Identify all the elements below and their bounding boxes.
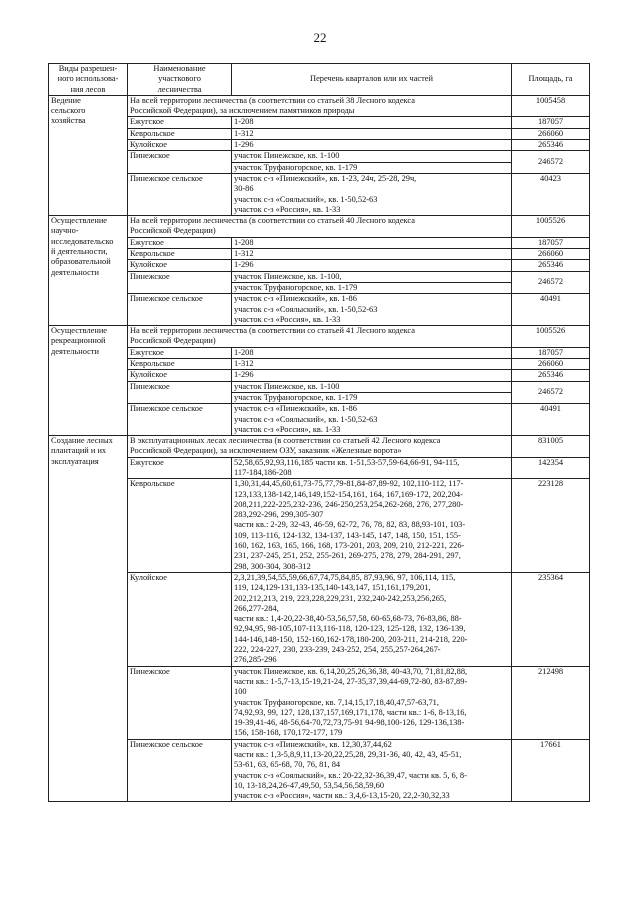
table-row <box>49 359 590 370</box>
table-row <box>49 404 590 436</box>
table-row <box>49 249 590 260</box>
area-cell: 246572 <box>512 151 590 174</box>
section-whole-row <box>49 436 590 458</box>
quarters-cell <box>232 271 512 294</box>
forestry-name-cell: Пинежское <box>128 666 232 739</box>
quarters-cell: 1-312 <box>232 128 512 139</box>
quarters-cell: участок с-з «Пинежский», кв. 1-86 участок с-з «Соялыский», кв. 1-50,52-63 участок с-з «Россия», кв. 1-33 <box>232 404 512 436</box>
table-row <box>49 128 590 139</box>
quarters-cell: 1-208 <box>232 237 512 248</box>
quarters-line: участок Пинежское, кв. 1-100 <box>234 381 340 391</box>
quarters-cell: участок с-з «Пинежский», кв. 1-23, 24ч, 25-28, 29ч, 30-86 участок с-з «Соялыский», кв. 1-50,52-63 участок с-з «Россия», кв. 1-33 <box>232 173 512 215</box>
forestry-name-cell: Пинежское <box>128 151 232 174</box>
forestry-name-cell: Ежугское <box>128 237 232 248</box>
table-row <box>49 457 590 479</box>
forestry-name-cell: Ежугское <box>128 457 232 479</box>
section-whole-row <box>49 95 590 117</box>
forestry-name-cell: Ежугское <box>128 117 232 128</box>
table-row <box>49 479 590 573</box>
area-cell: 40491 <box>512 404 590 436</box>
forestry-name-cell: Кеврольское <box>128 359 232 370</box>
quarters-line: участок Труфаногорское, кв. 1-179 <box>232 162 511 173</box>
area-cell: 223128 <box>512 479 590 573</box>
forestry-name-cell: Кеврольское <box>128 479 232 573</box>
table-row <box>49 260 590 271</box>
forestry-name-cell: Кеврольское <box>128 249 232 260</box>
quarters-line: участок Пинежское, кв. 1-100 <box>234 151 340 161</box>
whole-area-cell: 1005526 <box>512 216 590 238</box>
quarters-cell: 1-296 <box>232 370 512 381</box>
table-row <box>49 151 590 174</box>
whole-forestry-cell: На всей территории лесничества (в соответствии со статьей 38 Лесного кодекса Российской Федерации), за исключением памятников природы <box>128 95 512 117</box>
quarters-line: участок Труфаногорское, кв. 1-179 <box>232 282 511 293</box>
quarters-cell: участок Пинежское, кв. 6,14,20,25,26,36,38, 40-43,70, 71,81,82,88, части кв.: 1-5,7-13,15-19,21-24, 27-35,37,39,44-69,72-80, 83-87,89- 100 участок Труфаногорское, кв. 7,14,15,17,18,40,47,57-63,71, 74,92,93, 99, 127, 128,137,157,169,171,178, части кв.: 1-6, 8-13,16, 19-39,41-46, 48-56,64-70,72,73,75-91 94-98,100-126, 129-136,138- 156, 158-168, 170,172-177, 179 <box>232 666 512 739</box>
forestry-name-cell: Ежугское <box>128 347 232 358</box>
area-cell: 17661 <box>512 739 590 802</box>
table-row <box>49 140 590 151</box>
area-cell: 266060 <box>512 128 590 139</box>
forestry-name-cell: Кулойское <box>128 140 232 151</box>
table-row <box>49 237 590 248</box>
quarters-cell: 1-208 <box>232 117 512 128</box>
area-cell: 187057 <box>512 237 590 248</box>
table-row <box>49 347 590 358</box>
area-cell: 265346 <box>512 140 590 151</box>
whole-area-cell: 1005526 <box>512 326 590 348</box>
quarters-line: участок Пинежское, кв. 1-100, <box>234 271 342 281</box>
table-row <box>49 117 590 128</box>
page-number: 22 <box>313 30 327 45</box>
table-row <box>49 666 590 739</box>
header-area: Площадь, га <box>512 64 590 96</box>
forestry-name-cell: Пинежское сельское <box>128 173 232 215</box>
section-whole-row <box>49 326 590 348</box>
table-row <box>49 739 590 802</box>
area-cell: 235364 <box>512 572 590 666</box>
area-cell: 187057 <box>512 347 590 358</box>
forestry-name-cell: Пинежское сельское <box>128 739 232 802</box>
quarters-cell: 1-312 <box>232 249 512 260</box>
area-cell: 265346 <box>512 260 590 271</box>
whole-forestry-cell: В эксплуатационных лесах лесничества (в соответствии со статьей 42 Лесного кодекса Российской Федерации), за исключением ОЗУ, заказник «Железные ворота» <box>128 436 512 458</box>
forestry-name-cell: Пинежское сельское <box>128 404 232 436</box>
quarters-cell: 1,30,31,44,45,60,61,73-75,77,79-81,84-87,89-92, 102,110-112, 117- 123,133,138-142,146,149,152-154,161, 164, 167,169-172, 202,204- 208,211,222-225,232-236, 246-250,253,254,262-268, 276, 277,280- 283,292-296, 299,305-307 части кв.: 2-29, 32-43, 46-59, 62-72, 76, 78, 82, 83, 88,93-101, 103- 109, 113-116, 124-132, 134-137, 143-145, 147, 148, 150, 151, 155- 160, 162, 163, 165, 166, 168, 173-201, 203, 209, 210, 212-221, 226- 231, 237-245, 251, 252, 255-261, 269-275, 278, 279, 284-291, 297, 298, 300-304, 308-312 <box>232 479 512 573</box>
quarters-cell: 2,3,21,39,54,55,59,66,67,74,75,84,85, 87,93,96, 97, 106,114, 115, 119, 124,129-131,133-135,140-143,147, 151,161,179,201, 202,212,213, 219, 223,228,229,231, 232,240-242,253,256,265, 266,277-284, части кв.: 1,4-20,22-38,40-53,56,57,58, 60-65,68-73, 76-83,86, 88- 92,94,95, 98-105,107-113,116-118, 120-123, 125-128, 132, 136-139, 144-146,148-150, 152-160,162-178,180-200, 203-211, 214-218, 220- 222, 224-227, 230, 233-239, 243-252, 254, 255,257-264,267- 276,285-296 <box>232 572 512 666</box>
header-use-type: Виды разрешен- ного использова- ния лесов <box>49 64 128 96</box>
forestry-name-cell: Пинежское <box>128 381 232 404</box>
quarters-cell: 1-296 <box>232 140 512 151</box>
table-row <box>49 381 590 404</box>
quarters-cell <box>232 151 512 174</box>
header-forestry: Наименование участкового лесничества <box>128 64 232 96</box>
table-header-row <box>49 64 590 96</box>
section-whole-row <box>49 216 590 238</box>
forestry-name-cell: Кулойское <box>128 260 232 271</box>
header-quarters: Перечень кварталов или их частей <box>232 64 512 96</box>
quarters-cell: участок с-з «Пинежский», кв. 12,30,37,44,62 части кв.: 1,3-5,8,9,11,13-20,22,25,28, 29,31-36, 40, 42, 43, 45-51, 53-61, 63, 65-68, 70, 76, 81, 84 участок с-з «Соялыский», кв.: 20-22,32-36,39,47, части кв. 5, 6, 8- 10, 13-18,24,26-47,49,50, 53,54,56,58,59,60 участок с-з «Россия», части кв.: 3,4,6-13,15-20, 22,2-30,32,33 <box>232 739 512 802</box>
table-row <box>49 572 590 666</box>
table-row <box>49 173 590 215</box>
quarters-cell: 52,58,65,92,93,116,185 части кв. 1-51,53-57,59-64,66-91, 94-115, 117-184,186-208 <box>232 457 512 479</box>
use-type-cell: Осуществление рекреационной деятельности <box>49 326 128 436</box>
area-cell: 212498 <box>512 666 590 739</box>
quarters-line: участок Труфаногорское, кв. 1-179 <box>232 392 511 403</box>
table-row <box>49 370 590 381</box>
area-cell: 40423 <box>512 173 590 215</box>
area-cell: 142354 <box>512 457 590 479</box>
quarters-cell: 1-208 <box>232 347 512 358</box>
use-type-cell: Создание лесных плантаций и их эксплуатация <box>49 436 128 802</box>
whole-area-cell: 831005 <box>512 436 590 458</box>
forestry-name-cell: Кулойское <box>128 370 232 381</box>
forestry-name-cell: Пинежское <box>128 271 232 294</box>
table-body <box>49 95 590 802</box>
quarters-cell <box>232 381 512 404</box>
forestry-name-cell: Кулойское <box>128 572 232 666</box>
quarters-cell: 1-312 <box>232 359 512 370</box>
whole-forestry-cell: На всей территории лесничества (в соответствии со статьей 40 Лесного кодекса Российской Федерации) <box>128 216 512 238</box>
forest-use-table <box>48 63 590 802</box>
whole-forestry-cell: На всей территории лесничества (в соответствии со статьей 41 Лесного кодекса Российской Федерации) <box>128 326 512 348</box>
table-row <box>49 271 590 294</box>
area-cell: 265346 <box>512 370 590 381</box>
forestry-name-cell: Кеврольское <box>128 128 232 139</box>
area-cell: 187057 <box>512 117 590 128</box>
quarters-cell: участок с-з «Пинежский», кв. 1-86 участок с-з «Соялыский», кв. 1-50,52-63 участок с-з «Россия», кв. 1-33 <box>232 294 512 326</box>
quarters-cell: 1-296 <box>232 260 512 271</box>
area-cell: 246572 <box>512 381 590 404</box>
area-cell: 40491 <box>512 294 590 326</box>
use-type-cell: Ведение сельского хозяйства <box>49 95 128 215</box>
area-cell: 266060 <box>512 359 590 370</box>
whole-area-cell: 1005458 <box>512 95 590 117</box>
use-type-cell: Осуществление научно- исследовательско й деятельности, образовательной деятельности <box>49 216 128 326</box>
area-cell: 246572 <box>512 271 590 294</box>
area-cell: 266060 <box>512 249 590 260</box>
forestry-name-cell: Пинежское сельское <box>128 294 232 326</box>
table-row <box>49 294 590 326</box>
